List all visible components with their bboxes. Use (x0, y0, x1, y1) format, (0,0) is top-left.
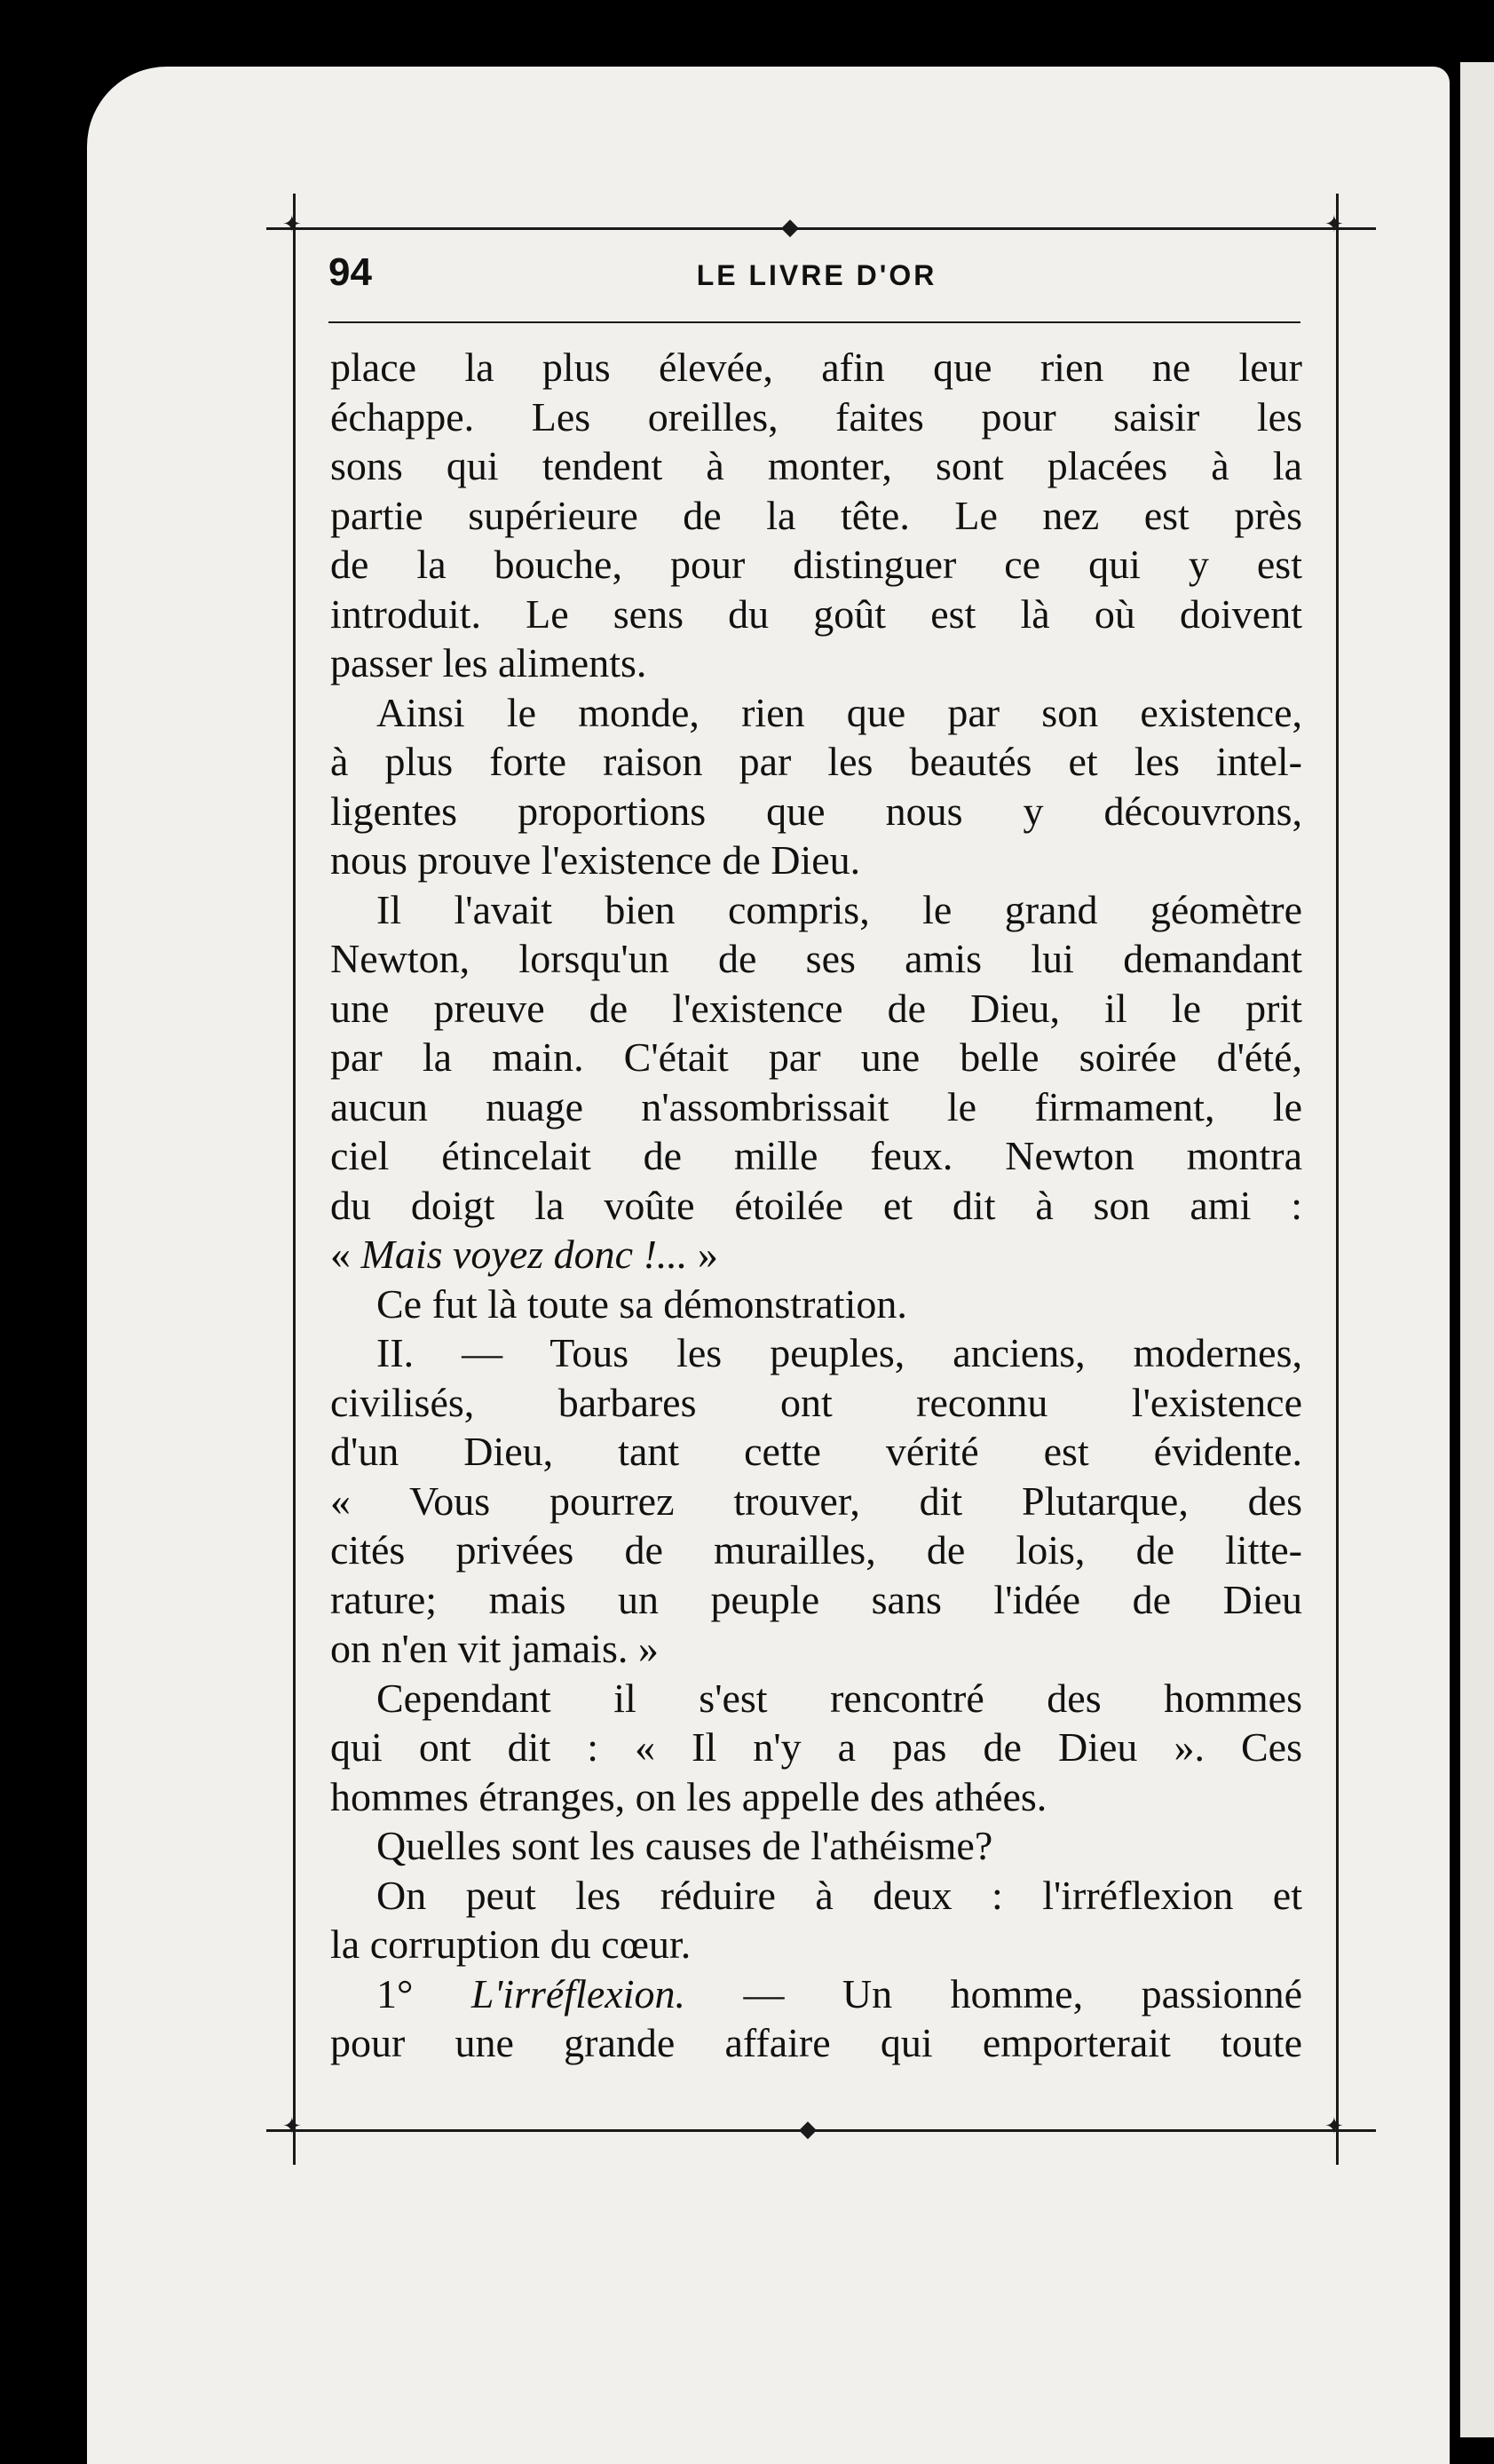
text-line: une preuve de l'existence de Dieu, il le prit (330, 985, 1302, 1031)
text-line: d'un Dieu, tant cette vérité est évidente. (330, 1429, 1302, 1474)
text-line: du doigt la voûte étoilée et dit à son ami : (330, 1182, 1302, 1228)
text-line: ciel étincelait de mille feux. Newton montra (330, 1133, 1302, 1178)
text-line (330, 1230, 1302, 1280)
text-line: civilisés, barbares ont reconnu l'existence (330, 1379, 1302, 1425)
text-line: « Vous pourrez trouver, dit Plutarque, des (330, 1478, 1302, 1524)
center-ornament-icon: ◆ (781, 214, 799, 241)
frame-top-rule (266, 227, 1376, 230)
page-header (328, 250, 1305, 304)
corner-ornament-icon: ✦ (282, 211, 302, 238)
text-line: cités privées de murailles, de lois, de litte- (330, 1527, 1302, 1573)
text-line: aucun nuage n'assombrissait le firmament, le (330, 1083, 1302, 1129)
text-line: la corruption du cœur. (330, 1921, 692, 1967)
text-line: échappe. Les oreilles, faites pour saisir les (330, 393, 1302, 440)
adjacent-page-edge (1460, 62, 1494, 2437)
frame-left-rule (293, 194, 296, 2165)
page-number: 94 (328, 250, 372, 294)
text-line: de la bouche, pour distinguer ce qui y est (330, 542, 1302, 587)
text-segment: — Un homme, passionné (684, 1970, 1302, 2016)
text-line: Cependant il s'est rencontré des hommes (376, 1675, 1302, 1721)
text-line: on n'en vit jamais. » (330, 1626, 659, 1671)
text-line: Newton, lorsqu'un de ses amis lui demandant (330, 936, 1302, 981)
italic-segment: Mais voyez donc !... (360, 1232, 688, 1277)
text-line: Il l'avait bien compris, le grand géomètre (376, 886, 1302, 932)
text-line: On peut les réduire à deux : l'irréflexion et (376, 1872, 1302, 1918)
text-line: à plus forte raison par les beautés et les intel- (330, 739, 1302, 784)
text-line: place la plus élevée, afin que rien ne leur (330, 345, 1302, 390)
text-line: introduit. Le sens du goût est là où doivent (330, 590, 1302, 637)
text-line: par la main. C'était par une belle soirée d'été, (330, 1034, 1302, 1080)
text-line: pour une grande affaire qui emporterait toute (330, 2020, 1302, 2065)
text-segment: 1° (376, 1970, 471, 2016)
text-line: sons qui tendent à monter, sont placées à la (330, 443, 1302, 488)
text-line: rature; mais un peuple sans l'idée de Dieu (330, 1576, 1302, 1622)
text-line: nous prouve l'existence de Dieu. (330, 837, 861, 883)
text-line: partie supérieure de la tête. Le nez est près (330, 492, 1302, 538)
corner-ornament-icon: ✦ (282, 2113, 302, 2140)
header-rule (328, 321, 1300, 323)
center-ornament-icon: ◆ (799, 2116, 817, 2143)
text-line: passer les aliments. (330, 640, 647, 685)
text-segment: « (330, 1232, 361, 1277)
text-line (330, 1969, 1302, 2019)
text-line: Ainsi le monde, rien que par son existence, (376, 689, 1302, 735)
body-text (330, 343, 1302, 2068)
frame-bottom-rule (266, 2129, 1376, 2132)
text-line: II. — Tous les peuples, anciens, modernes, (376, 1330, 1302, 1375)
frame-right-rule (1336, 194, 1339, 2165)
running-title: LE LIVRE D'OR (696, 259, 937, 291)
corner-ornament-icon: ✦ (1324, 2113, 1344, 2140)
text-line: ligentes proportions que nous y découvrons, (330, 788, 1302, 834)
text-segment: » (687, 1232, 718, 1277)
corner-ornament-icon: ✦ (1324, 211, 1344, 238)
text-line: Quelles sont les causes de l'athéisme? (376, 1823, 993, 1868)
text-line: hommes étranges, on les appelle des athées. (330, 1773, 1047, 1819)
italic-segment: L'irréflexion. (470, 1970, 685, 2016)
text-line: Ce fut là toute sa démonstration. (376, 1280, 907, 1327)
text-line: qui ont dit : « Il n'y a pas de Dieu ». Ces (330, 1724, 1302, 1770)
